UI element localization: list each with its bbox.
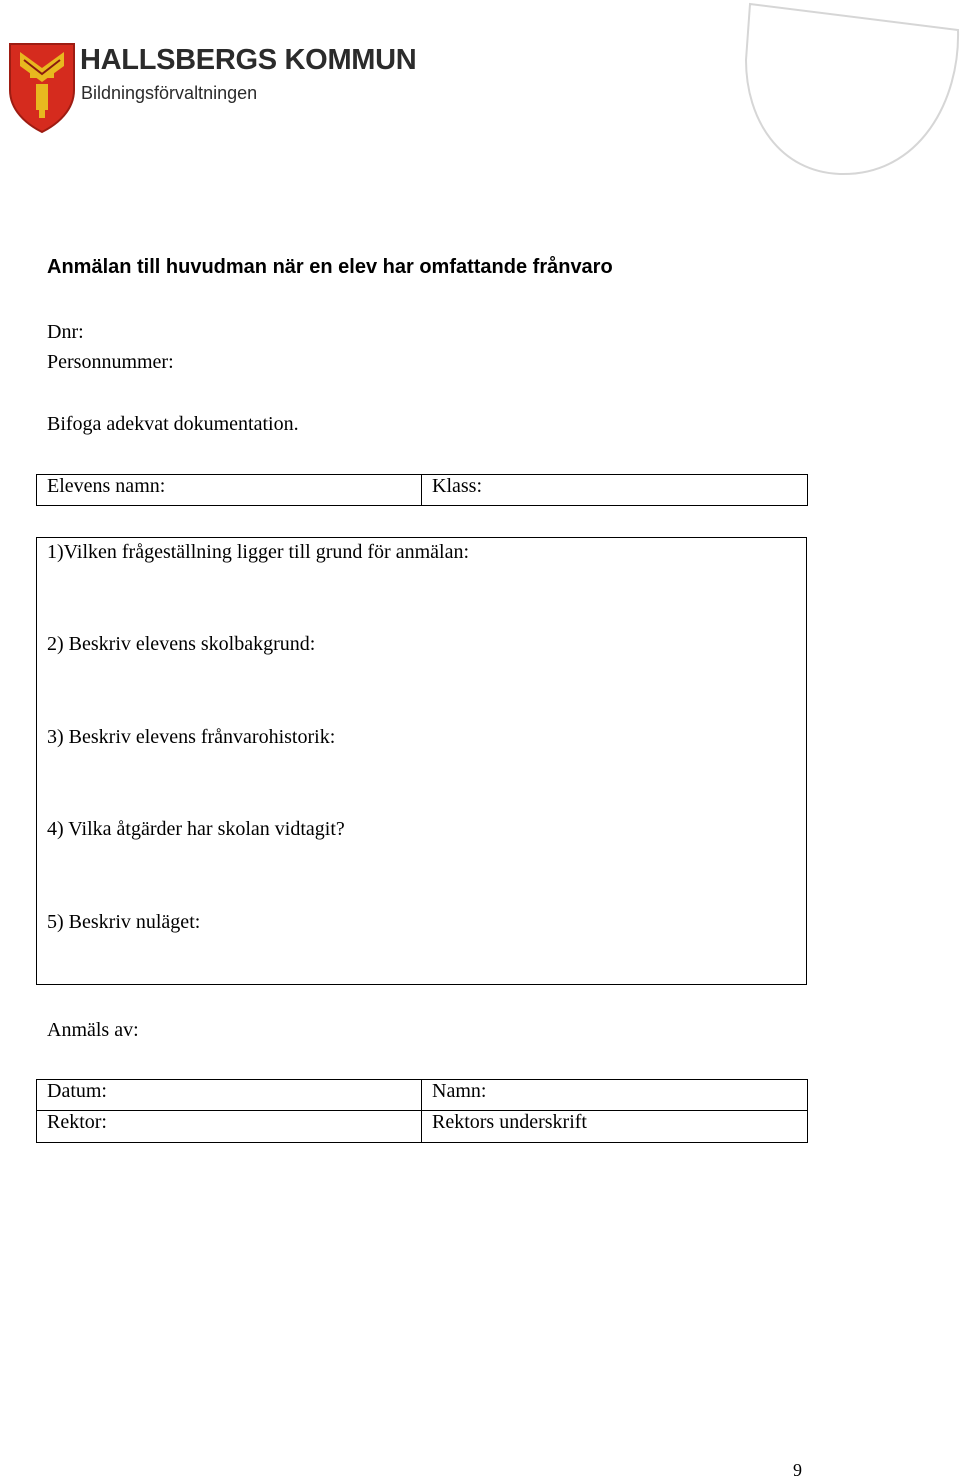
attachment-note: Bifoga adekvat dokumentation. — [47, 413, 299, 435]
personnummer-label: Personnummer: — [47, 351, 174, 373]
name-cell[interactable] — [422, 1080, 808, 1111]
question-3: 3) Beskriv elevens frånvarohistorik: — [47, 726, 336, 748]
date-cell[interactable] — [37, 1080, 422, 1111]
question-1: 1)Vilken frågeställning ligger till grund för anmälan: — [47, 541, 470, 563]
student-name-label: Elevens namn: — [47, 475, 166, 497]
signature-table — [36, 1079, 808, 1143]
principal-label: Rektor: — [47, 1111, 107, 1133]
student-info-table — [36, 474, 808, 506]
class-cell[interactable] — [422, 475, 808, 506]
dnr-label: Dnr: — [47, 321, 84, 343]
question-5: 5) Beskriv nuläget: — [47, 911, 201, 933]
stamp-outline — [740, 0, 960, 180]
municipal-coat-of-arms-icon — [6, 38, 78, 134]
date-label: Datum: — [47, 1080, 107, 1102]
principal-cell[interactable] — [37, 1111, 422, 1143]
name-label: Namn: — [432, 1080, 487, 1102]
brand-name: HALLSBERGS KOMMUN — [80, 44, 417, 76]
page-number: 9 — [793, 1460, 802, 1480]
questions-box[interactable] — [36, 537, 807, 985]
principal-signature-label: Rektors underskrift — [432, 1111, 587, 1133]
brand-subtitle: Bildningsförvaltningen — [81, 83, 258, 103]
signature-cell[interactable] — [422, 1111, 808, 1143]
question-4: 4) Vilka åtgärder har skolan vidtagit? — [47, 818, 345, 840]
student-name-cell[interactable] — [37, 475, 422, 506]
reported-by-label: Anmäls av: — [47, 1019, 139, 1041]
question-2: 2) Beskriv elevens skolbakgrund: — [47, 633, 316, 655]
page-title: Anmälan till huvudman när en elev har omfattande frånvaro — [47, 256, 613, 278]
class-label: Klass: — [432, 475, 482, 497]
